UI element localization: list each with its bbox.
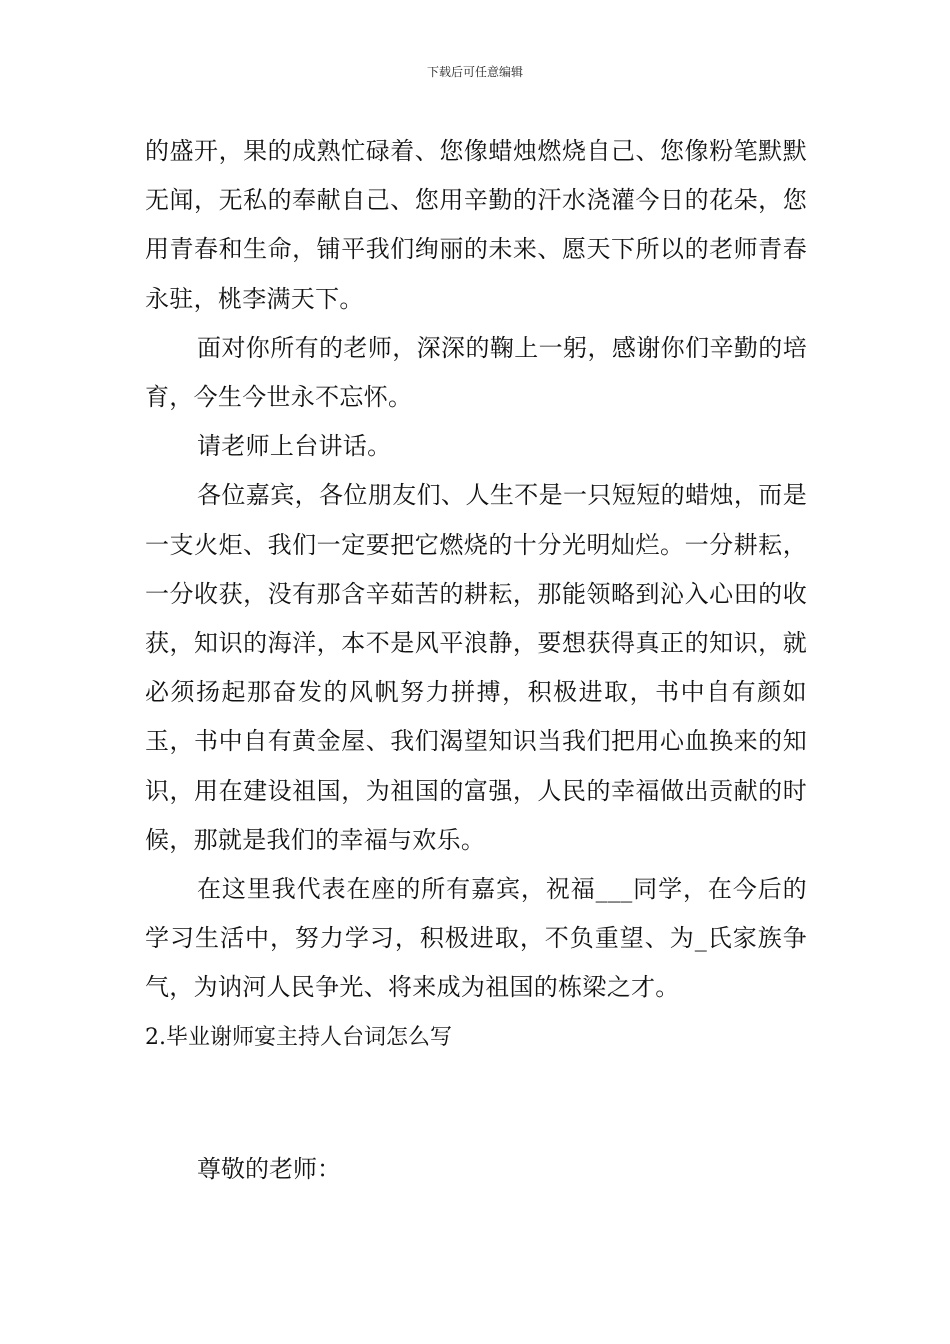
document-body bbox=[145, 127, 807, 1194]
paragraph-continuation: 的盛开，果的成熟忙碌着、您像蜡烛燃烧自己、您像粉笔默默无闻，无私的奉献自己、您用辛勤的汗水浇灌今日的花朵，您用青春和生命，铺平我们绚丽的未来、愿天下所以的老师青春永驻，桃李满天下。 bbox=[145, 137, 807, 313]
paragraph-bow-thanks: 面对你所有的老师，深深的鞠上一躬，感谢你们辛勤的培育，今生今世永不忘怀。 bbox=[145, 333, 807, 412]
paragraph-guests-address: 各位嘉宾，各位朋友们、人生不是一只短短的蜡烛，而是一支火炬、我们一定要把它燃烧的十分光明灿烂。一分耕耘，一分收获，没有那含辛茹苦的耕耘，那能领略到沁入心田的收获，知识的海洋，本不是风平浪静，要想获得真正的知识，就必须扬起那奋发的风帆努力拼搏，积极进取，书中自有颜如玉，书中自有黄金屋、我们渴望知识当我们把用心血换来的知识，用在建设祖国，为祖国的富强，人民的幸福做出贡献的时候，那就是我们的幸福与欢乐。 bbox=[145, 481, 807, 854]
paragraph-teacher-speech: 请老师上台讲话。 bbox=[197, 432, 392, 461]
section-heading: 2.毕业谢师宴主持人台词怎么写 bbox=[145, 1024, 452, 1050]
header-note: 下载后可任意编辑 bbox=[426, 65, 523, 79]
paragraph-blessing: 在这里我代表在座的所有嘉宾，祝福___同学，在今后的学习生活中，努力学习，积极进取，不负重望、为_氏家族争气，为讷河人民争光、将来成为祖国的栋梁之才。 bbox=[145, 875, 807, 1002]
greeting-line: 尊敬的老师： bbox=[197, 1154, 341, 1183]
